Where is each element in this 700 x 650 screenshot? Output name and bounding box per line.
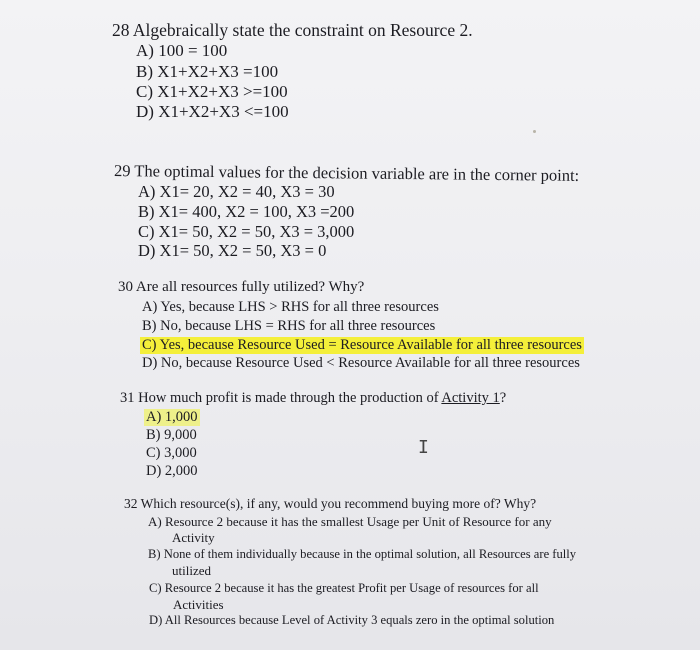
q28-option-d[interactable]: D) X1+X2+X3 <=100 [136,102,289,121]
q28-option-a[interactable]: A) 100 = 100 [136,41,228,60]
q32-option-b[interactable]: B) None of them individually because in the optimal solution, all Resources are fully [148,547,577,561]
q31-stem [120,391,506,406]
q29-option-c[interactable]: C) X1= 50, X2 = 50, X3 = 3,000 [138,222,355,241]
q28-option-c[interactable]: C) X1+X2+X3 >=100 [136,82,288,101]
q31-option-a-highlighted[interactable]: A) 1,000 [146,409,198,425]
q32-option-a[interactable]: A) Resource 2 because it has the smallest Usage per Unit of Resource for any [148,514,552,529]
q29-option-d[interactable]: D) X1= 50, X2 = 50, X3 = 0 [138,241,327,260]
q29-option-a[interactable]: A) X1= 20, X2 = 40, X3 = 30 [138,182,335,201]
q32-option-a-continued: Activity [172,530,215,545]
q29-stem: 29 The optimal values for the decision variable are in the corner point: [113,161,580,185]
paper-speck [533,130,536,133]
q32-stem: 32 Which resource(s), if any, would you recommend buying more of? Why? [124,496,537,511]
q31-stem-suffix: ? [499,390,507,406]
q31-option-d[interactable]: D) 2,000 [146,463,198,479]
text-cursor-icon: I [418,437,429,458]
q30-option-c-highlighted[interactable]: C) Yes, because Resource Used = Resource Available for all three resources [142,337,582,353]
q30-option-b[interactable]: B) No, because LHS = RHS for all three resources [142,318,436,334]
q31-option-b[interactable]: B) 9,000 [146,427,197,443]
q28-option-b[interactable]: B) X1+X2+X3 =100 [136,62,279,81]
q32-option-c[interactable]: C) Resource 2 because it has the greatest Profit per Usage of resources for all [149,581,539,595]
q31-option-c[interactable]: C) 3,000 [146,445,197,461]
q28-stem: 28 Algebraically state the constraint on Resource 2. [112,20,473,40]
q30-option-a[interactable]: A) Yes, because LHS > RHS for all three resources [142,299,439,315]
q32-option-d[interactable]: D) All Resources because Level of Activity 3 equals zero in the optimal solution [149,613,555,627]
q32-option-b-continued: utilized [172,563,211,578]
q31-stem-prefix: 31 How much profit is made through the production of [120,390,442,406]
q30-option-d[interactable]: D) No, because Resource Used < Resource Available for all three resources [142,355,580,371]
q29-option-b[interactable]: B) X1= 400, X2 = 100, X3 =200 [138,202,355,221]
q30-stem: 30 Are all resources fully utilized? Why? [118,279,365,295]
q32-option-c-continued: Activities [173,597,224,612]
q31-stem-link: Activity 1 [441,390,500,406]
